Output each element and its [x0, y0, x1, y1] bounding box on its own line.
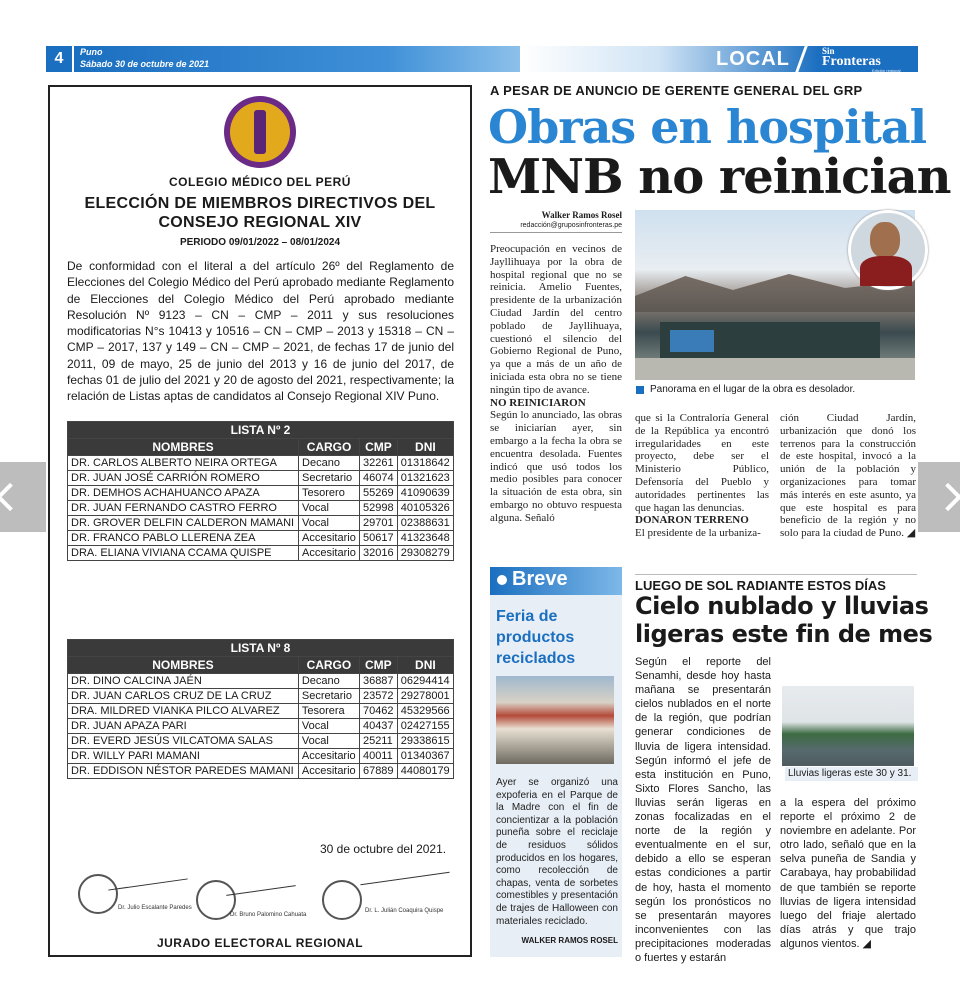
candidate-dni: 29308279	[397, 546, 453, 561]
article2-kicker: LUEGO DE SOL RADIANTE ESTOS DÍAS	[635, 578, 886, 593]
article-paragraph: Según lo anunciado, las obras se iniciarían ayer, sin embargo a la fecha la obra se encuentra desolada. Fuentes indicó que usó todos los medio posibles para conocer la situación de esta obra, sin embargo no obtuvo respuesta alguna. Señaló	[490, 409, 622, 524]
candidate-cmp: 46074	[360, 471, 398, 486]
signature-name: Dr. Julio Escalante Paredes	[118, 905, 192, 911]
article-headline[interactable]: Obras en hospital	[488, 100, 927, 154]
recycling-fair-photo	[496, 676, 614, 764]
candidate-role: Accesitario	[299, 546, 360, 561]
candidate-role: Vocal	[299, 516, 360, 531]
table-row	[68, 734, 454, 749]
table-row	[68, 546, 454, 561]
table-row	[68, 719, 454, 734]
candidate-list-8	[67, 639, 454, 779]
candidate-cmp: 52998	[360, 501, 398, 516]
col-header: DNI	[397, 657, 453, 674]
caduceus-icon	[254, 110, 266, 154]
article2-headline-line2[interactable]: ligeras este fin de mes	[635, 620, 933, 648]
portrait-body	[860, 256, 912, 286]
table-row	[68, 749, 454, 764]
article-column-3: ción Ciudad Jardín, urbanización que donó los terrenos para la construcción de este hospital, invocó a la unión de la población y organizaciones para tomar más interés en este asunto, ya que este hospital es para beneficio de la región y no solo para la ciudad de Puno. ◢	[780, 412, 916, 540]
brand-logo: Fronteras	[822, 54, 881, 69]
article-column-2	[635, 412, 769, 540]
candidate-role: Secretario	[298, 689, 359, 704]
candidate-cmp: 32261	[360, 456, 398, 471]
col-header: NOMBRES	[68, 439, 299, 456]
candidate-list-2	[67, 421, 454, 561]
breve-title[interactable]: Feria de productos reciclados	[496, 608, 576, 667]
seal-stamp	[322, 880, 362, 920]
author-byline: Walker Ramos Rosel	[541, 210, 622, 220]
candidate-cmp: 36887	[359, 674, 397, 689]
candidate-name: DR. DINO CALCINA JAÉN	[68, 674, 299, 689]
table-row	[68, 674, 454, 689]
table-row	[68, 456, 454, 471]
article-subhead: DONARON TERRENO	[635, 514, 749, 527]
candidate-name: DR. JUAN JOSÉ CARRIÓN ROMERO	[68, 471, 299, 486]
breve-body: Ayer se organizó una expoferia en el Parque de la Madre con el fin de concientizar a la población puneña sobre el reciclaje de residuos sólidos producidos en los hogares, como recolección de chapas, venta de sorbetes comestibles y presentación de trajes de Halloween con materiales reciclado.	[496, 777, 618, 927]
list-title: LISTA Nº 8	[68, 640, 454, 657]
breve-label: Breve	[512, 568, 568, 590]
brand-top: Sin	[822, 46, 835, 56]
list-rows	[68, 674, 454, 779]
candidate-dni: 01318642	[397, 456, 453, 471]
article-subhead: NO REINICIARON	[490, 396, 586, 409]
candidate-cmp: 50617	[360, 531, 398, 546]
candidate-name: DR. JUAN FERNANDO CASTRO FERRO	[68, 501, 299, 516]
candidate-dni: 02427155	[397, 719, 453, 734]
table-row	[68, 501, 454, 516]
candidate-role: Vocal	[298, 719, 359, 734]
article-paragraph: El presidente de la urbaniza-	[635, 527, 761, 540]
notice-title-line2: CONSEJO REGIONAL XIV	[158, 214, 362, 231]
candidate-name: DR. JUAN APAZA PARI	[68, 719, 299, 734]
page-number: 4	[46, 46, 72, 72]
candidate-name: DR. EDDISON NÉSTOR PAREDES MAMANI	[68, 764, 299, 779]
candidate-role: Tesorera	[298, 704, 359, 719]
candidate-role: Decano	[298, 674, 359, 689]
candidate-name: DR. JUAN CARLOS CRUZ DE LA CRUZ	[68, 689, 299, 704]
col-header: NOMBRES	[68, 657, 299, 674]
candidate-cmp: 55269	[360, 486, 398, 501]
candidate-cmp: 70462	[359, 704, 397, 719]
author-email[interactable]: redacción@gruposinfronteras.pe	[520, 222, 622, 229]
candidate-dni: 01340367	[397, 749, 453, 764]
candidate-name: DR. WILLY PARI MAMANI	[68, 749, 299, 764]
candidate-dni: 44080179	[397, 764, 453, 779]
candidate-dni: 41323648	[397, 531, 453, 546]
article-paragraph: ción Ciudad Jardín, urbanización que donó los terrenos para la construcción de este hospital, invocó a la unión de la población y organizaciones para tomar más interés en este asunto, ya que este hospital es para beneficio de la región y no solo para la ciudad de Puno.	[780, 412, 916, 540]
candidate-dni: 40105326	[397, 501, 453, 516]
candidate-role: Secretario	[299, 471, 360, 486]
header-date: Sábado 30 de octubre de 2021	[80, 59, 210, 69]
notice-period: PERIODO 09/01/2022 – 08/01/2024	[179, 237, 341, 248]
section-label: LOCAL	[716, 48, 790, 70]
candidate-name: DR. CARLOS ALBERTO NEIRA ORTEGA	[68, 456, 299, 471]
divider	[635, 574, 917, 575]
notice-organization: COLEGIO MÉDICO DEL PERÚ	[169, 175, 351, 189]
signature-name: Dr. Bruno Palomino Cahuata	[230, 912, 307, 918]
photo2-caption: Lluvias ligeras este 30 y 31.	[785, 767, 918, 781]
candidate-role: Decano	[299, 456, 360, 471]
candidate-cmp: 40011	[359, 749, 397, 764]
seal-stamp	[78, 874, 118, 914]
notice-date: 30 de octubre del 2021.	[320, 842, 447, 856]
candidate-cmp: 29701	[360, 516, 398, 531]
article-paragraph: Preocupación en vecinos de Jayllihuaya por la obra de hospital regional que no se reinicia. Amelio Fuentes, presidente de la urbanización Ciudad Jardín del centro poblado de Jayllihuaya, cuestionó el silencio del Gobierno Regional de Puno, ya que a más de un año de iniciada esta obra no se tiene ningún tipo de avance.	[490, 243, 622, 396]
divider	[490, 232, 622, 233]
col-header: CARGO	[298, 657, 359, 674]
article-headline-line2[interactable]: MNB no reinician	[488, 149, 951, 205]
list-title: LISTA Nº 2	[68, 422, 454, 439]
col-header: DNI	[397, 439, 453, 456]
signature-name: Dr. L. Julián Coaquira Quispe	[365, 908, 444, 914]
candidate-dni: 45329566	[397, 704, 453, 719]
article2-headline[interactable]: Cielo nublado y lluvias	[635, 592, 929, 620]
article-column-1	[490, 243, 622, 525]
jury-name: JURADO ELECTORAL REGIONAL	[156, 936, 364, 950]
bullet-icon	[497, 575, 507, 585]
candidate-cmp: 67889	[359, 764, 397, 779]
rain-photo	[782, 686, 914, 766]
candidate-cmp: 32016	[360, 546, 398, 561]
table-row	[68, 471, 454, 486]
candidate-dni: 01321623	[397, 471, 453, 486]
article-paragraph: a la espera del próximo reporte el próximo 2 de noviembre en adelante. Por otro lado, señaló que en la selva puneña de Sandia y Carabaya, hay probabilidad de que también se reporte lluvias de ligera intensidad luego del friaje alertado días atrás y que trajo algunos vientos.	[780, 797, 916, 950]
candidate-dni: 29278001	[397, 689, 453, 704]
candidate-role: Accesitario	[298, 764, 359, 779]
table-row	[68, 764, 454, 779]
portrait-face	[870, 222, 900, 258]
col-header: CMP	[360, 439, 398, 456]
candidate-role: Vocal	[298, 734, 359, 749]
candidate-role: Accesitario	[298, 749, 359, 764]
article2-column-2: a la espera del próximo reporte el próximo 2 de noviembre en adelante. Por otro lado, señaló que en la selva puneña de Sandia y Carabaya, hay probabilidad de que también se reporte lluvias de ligera intensidad luego del friaje alertado días atrás y que trajo algunos vientos. ◢	[780, 797, 916, 950]
candidate-dni: 06294414	[397, 674, 453, 689]
list-rows	[68, 456, 454, 561]
col-header: CMP	[359, 657, 397, 674]
candidate-role: Tesorero	[299, 486, 360, 501]
candidate-name: DR. EVERD JESÚS VILCATOMA SALAS	[68, 734, 299, 749]
caption-bullet-icon	[636, 386, 644, 394]
candidate-cmp: 23572	[359, 689, 397, 704]
table-row	[68, 516, 454, 531]
candidate-name: DRA. MILDRED VIANKA PILCO ALVAREZ	[68, 704, 299, 719]
notice-body: De conformidad con el literal a del artículo 26º del Reglamento de Elecciones del Colegio Médico del Perú aprobado mediante Reglamento de Elecciones del Colegio Médico del Perú aprobado mediante Resolución Nº 9123 – CN – CMP – 2011 y sus resoluciones modificatorias N°s 10413 y 10516 – CN – CMP – 2013 y 15318 – CN – CMP – 2017, 137 y 149 – CN – CMP – 2021, de fechas 17 de junio del 2011, 09 de mayo, 25 de junio del 2013 y 16 de junio del 2017, de fechas 01 de julio del 2021 y 20 de agosto del 2021, respectivamente; la relación de Listas aptas de candidatos al Consejo Regional XIV Puno.	[67, 259, 454, 404]
candidate-name: DR. DEMHOS ACHAHUANCO APAZA	[68, 486, 299, 501]
candidate-name: DRA. ELIANA VIVIANA CCAMA QUISPE	[68, 546, 299, 561]
table-row	[68, 531, 454, 546]
article2-column-1: Según el reporte del Senamhi, desde hoy hasta mañana se presentarán cielos nublados en el norte de la región, que podrían generar condiciones de lluvia de ligera intensidad. Según informó el jefe de esta institución en Puno, Sixto Flores Sancho, las lluvias serán ligeras en zonas focalizadas en el norte de la región y eventualmente en el sur, debido a ello se esperan estas condiciones a partir de hoy, hasta el momento según los pronósticos no se presentarán mayores inconvenientes con las precipitaciones moderadas o fuertes y estarán	[635, 656, 771, 964]
photo-road	[635, 358, 915, 380]
table-row	[68, 486, 454, 501]
candidate-name: DR. FRANCO PABLO LLERENA ZEA	[68, 531, 299, 546]
notice-title: ELECCIÓN DE MIEMBROS DIRECTIVOS DEL	[84, 195, 436, 212]
article-kicker: A PESAR DE ANUNCIO DE GERENTE GENERAL DEL GRP	[490, 83, 863, 98]
candidate-dni: 41090639	[397, 486, 453, 501]
candidate-role: Accesitario	[299, 531, 360, 546]
table-row	[68, 704, 454, 719]
candidate-cmp: 40437	[359, 719, 397, 734]
candidate-dni: 29338615	[397, 734, 453, 749]
candidate-role: Vocal	[299, 501, 360, 516]
photo-structure	[670, 330, 714, 352]
header-city: Puno	[80, 47, 103, 57]
table-row	[68, 689, 454, 704]
col-header: CARGO	[299, 439, 360, 456]
brand-sub: Edición regional	[872, 68, 901, 73]
candidate-dni: 02388631	[397, 516, 453, 531]
candidate-cmp: 25211	[359, 734, 397, 749]
breve-author: WALKER RAMOS ROSEL	[521, 936, 618, 945]
photo-caption: Panorama en el lugar de la obra es desolador.	[650, 384, 856, 395]
article-paragraph: que si la Contraloría General de la República ya encontró irregularidades en este proyecto, debe ser el Ministerio Público, Defensoría del Pueblo y autoridades pertinentes las que hagan las denuncias.	[635, 412, 769, 514]
candidate-name: DR. GROVER DELFIN CALDERON MAMANI	[68, 516, 299, 531]
